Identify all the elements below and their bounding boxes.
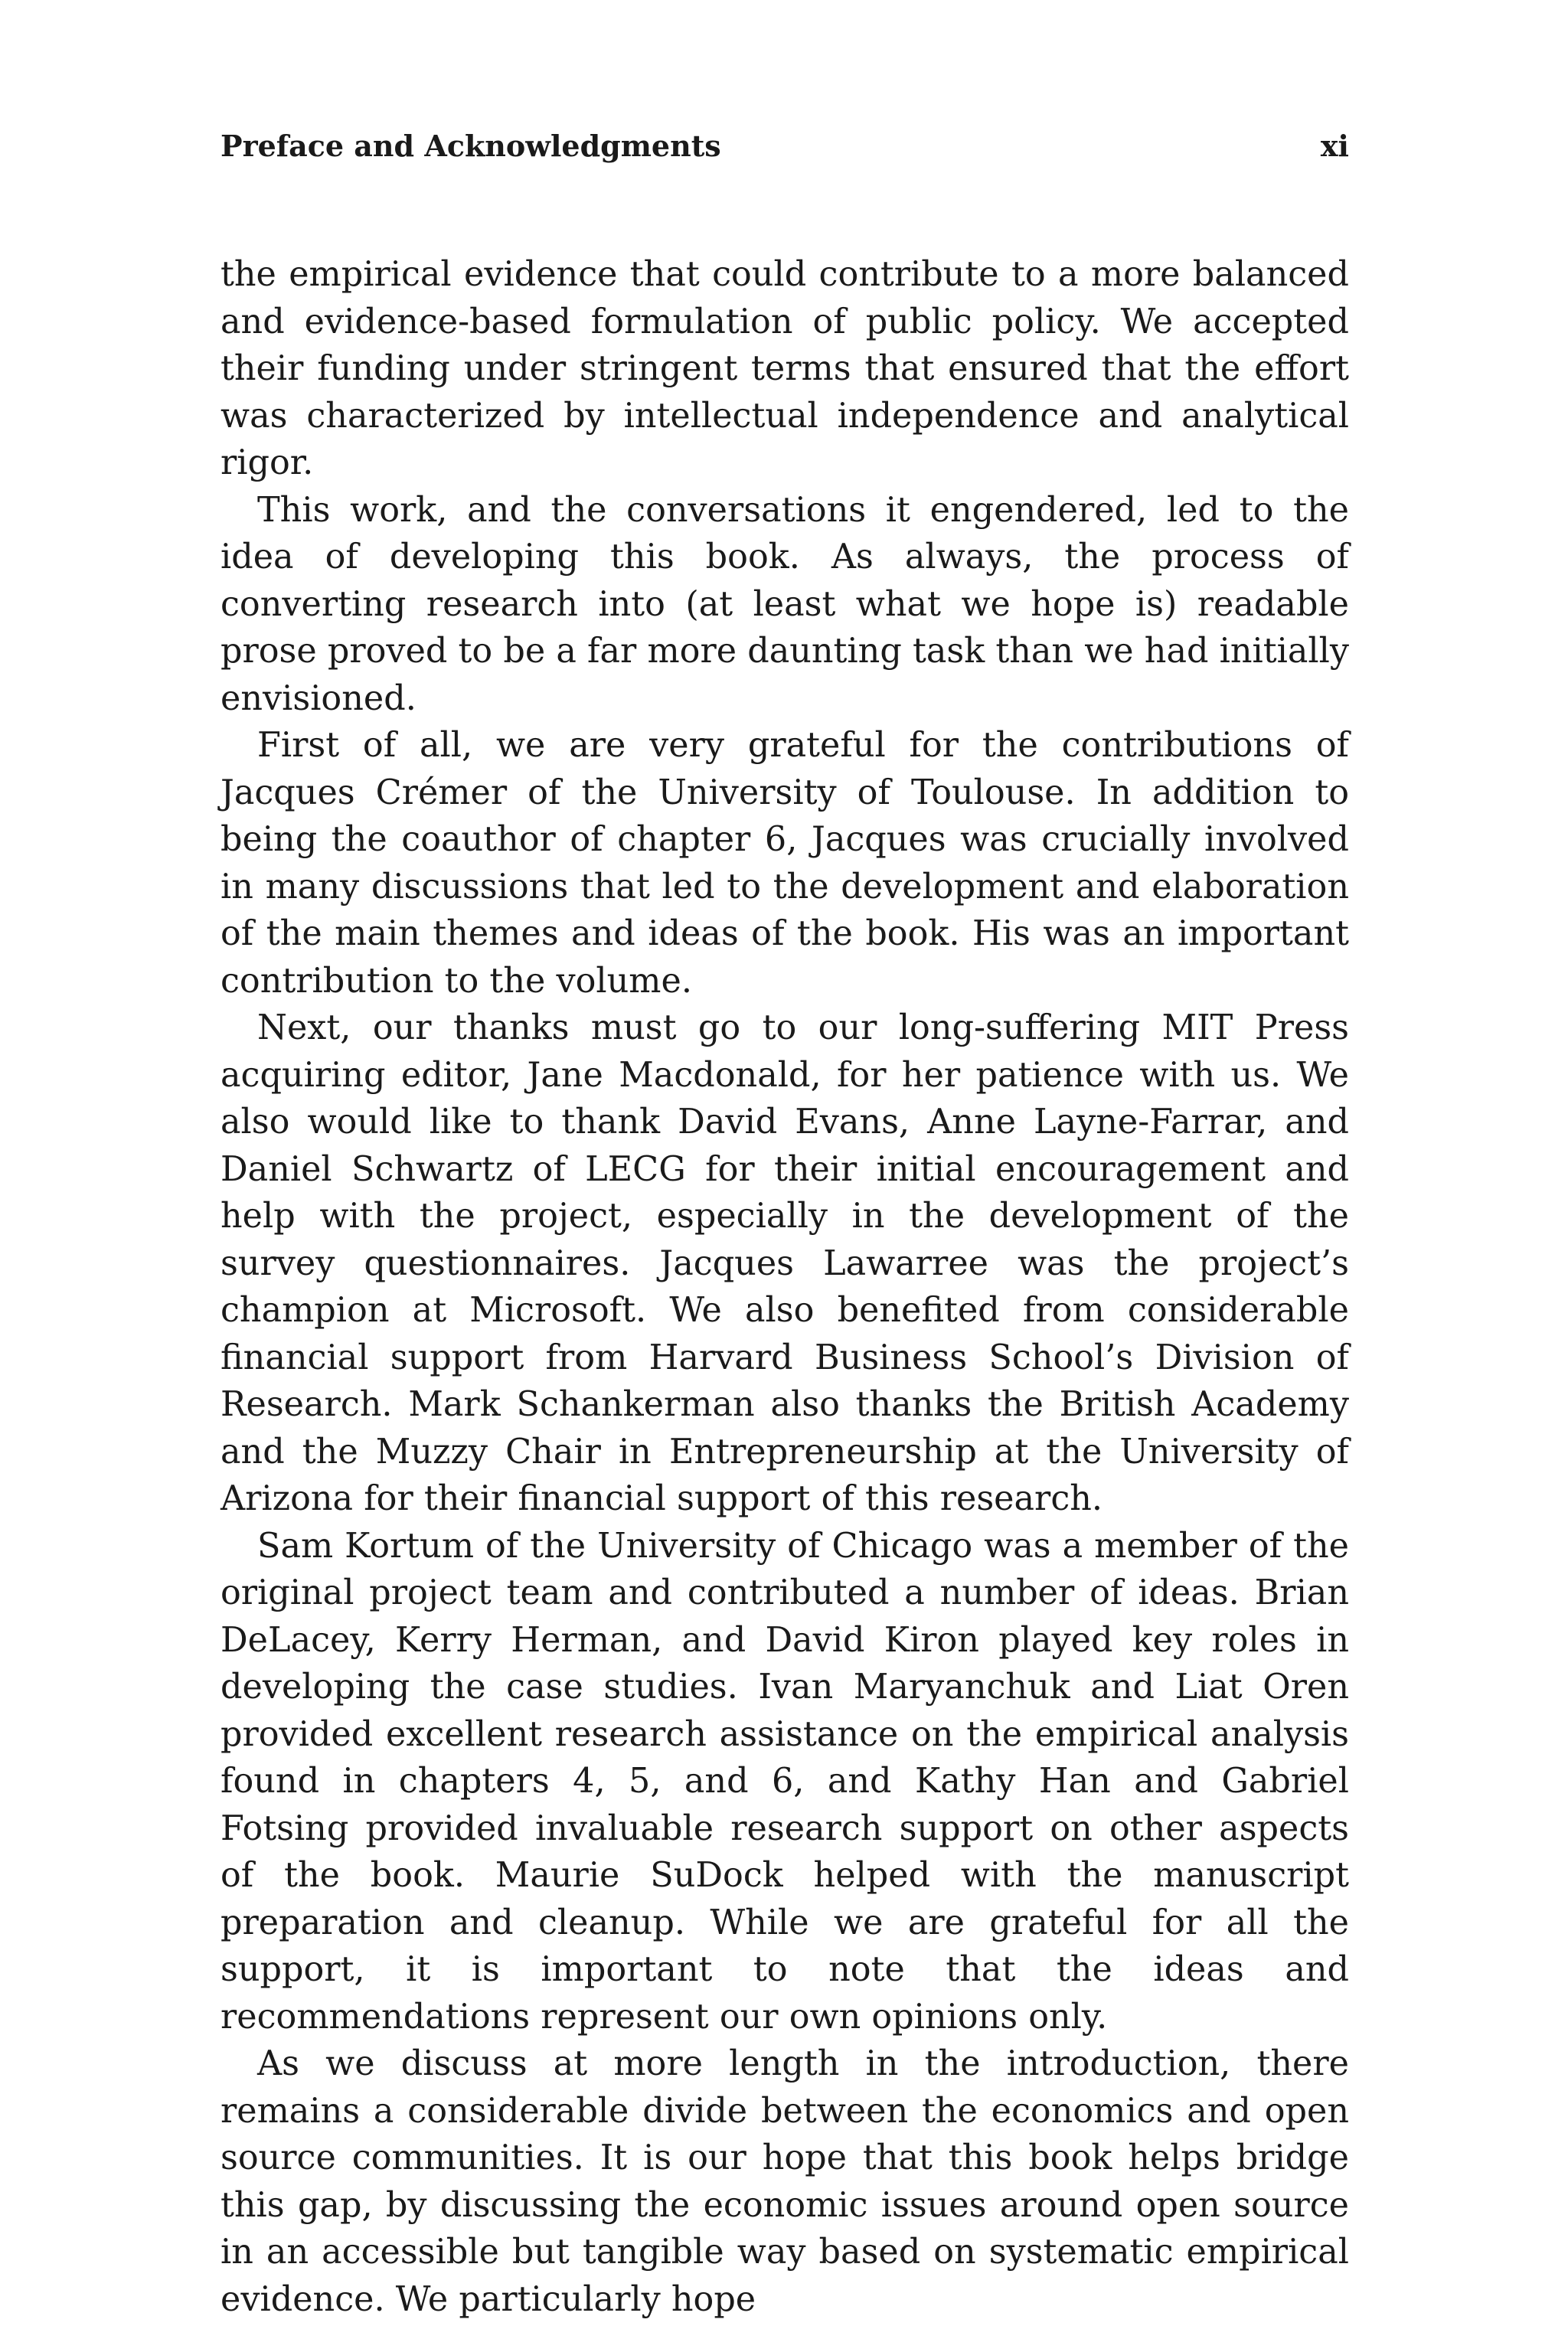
paragraph-thanks-mit-press: Next, our thanks must go to our long-suffering MIT Press acquiring editor, Jane Macdonald, for her patience with us. We also would like to thank David Evans, Anne Layne-Farrar, and Daniel Schwartz of LECG for their initial encouragement and help with the project, especially in the development of the survey questionnaires. Jacques Lawarree was the project’s champion at Microsoft. We also benefited from considerable financial support from Harvard Business School’s Division of Research. Mark Schankerman also thanks the British Academy and the Muzzy Chair in Entrepreneurship at the University of Arizona for their financial support of this research. xyxy=(220,1008,1349,1518)
running-head xyxy=(220,122,1349,168)
section-title: Preface and Acknowledgments xyxy=(220,128,721,163)
paragraph-thanks-cremer: First of all, we are very grateful for the contributions of Jacques Crémer of the University of Toulouse. In addition to being the coauthor of chapter 6, Jacques was crucially involved in many discussions that led to the development and elaboration of the main themes and ideas of the book. His was an important contribution to the volume. xyxy=(220,726,1349,1001)
paragraph-book-idea: This work, and the conversations it engendered, led to the idea of developing this book. As always, the process of converting research into (at least what we hope is) readable prose proved to be a far more daunting task than we had initially envisioned. xyxy=(220,490,1349,718)
paragraph-continuation: the empirical evidence that could contribute to a more balanced and evidence-based formulation of public policy. We accepted their funding under stringent terms that ensured that the effort was characterized by intellectual independence and analytical rigor. xyxy=(220,255,1349,482)
paragraph-divide: As we discuss at more length in the introduction, there remains a considerable divide between the economics and open source communities. It is our hope that this book helps bridge this gap, by discussing the economic issues around open source in an accessible but tangible way based on systematic empirical evidence. We particularly hope xyxy=(220,2044,1349,2319)
page-number: xi xyxy=(1320,128,1349,163)
body-text xyxy=(220,251,1349,2323)
paragraph-thanks-team: Sam Kortum of the University of Chicago was a member of the original project team and contributed a number of ideas. Brian DeLacey, Kerry Herman, and David Kiron played key roles in developing the case studies. Ivan Maryanchuk and Liat Oren provided excellent research assistance on the empirical analysis found in chapters 4, 5, and 6, and Kathy Han and Gabriel Fotsing provided invaluable research support on other aspects of the book. Maurie SuDock helped with the manuscript preparation and cleanup. While we are grateful for all the support, it is important to note that the ideas and recommendations represent our own opinions only. xyxy=(220,1526,1349,2037)
